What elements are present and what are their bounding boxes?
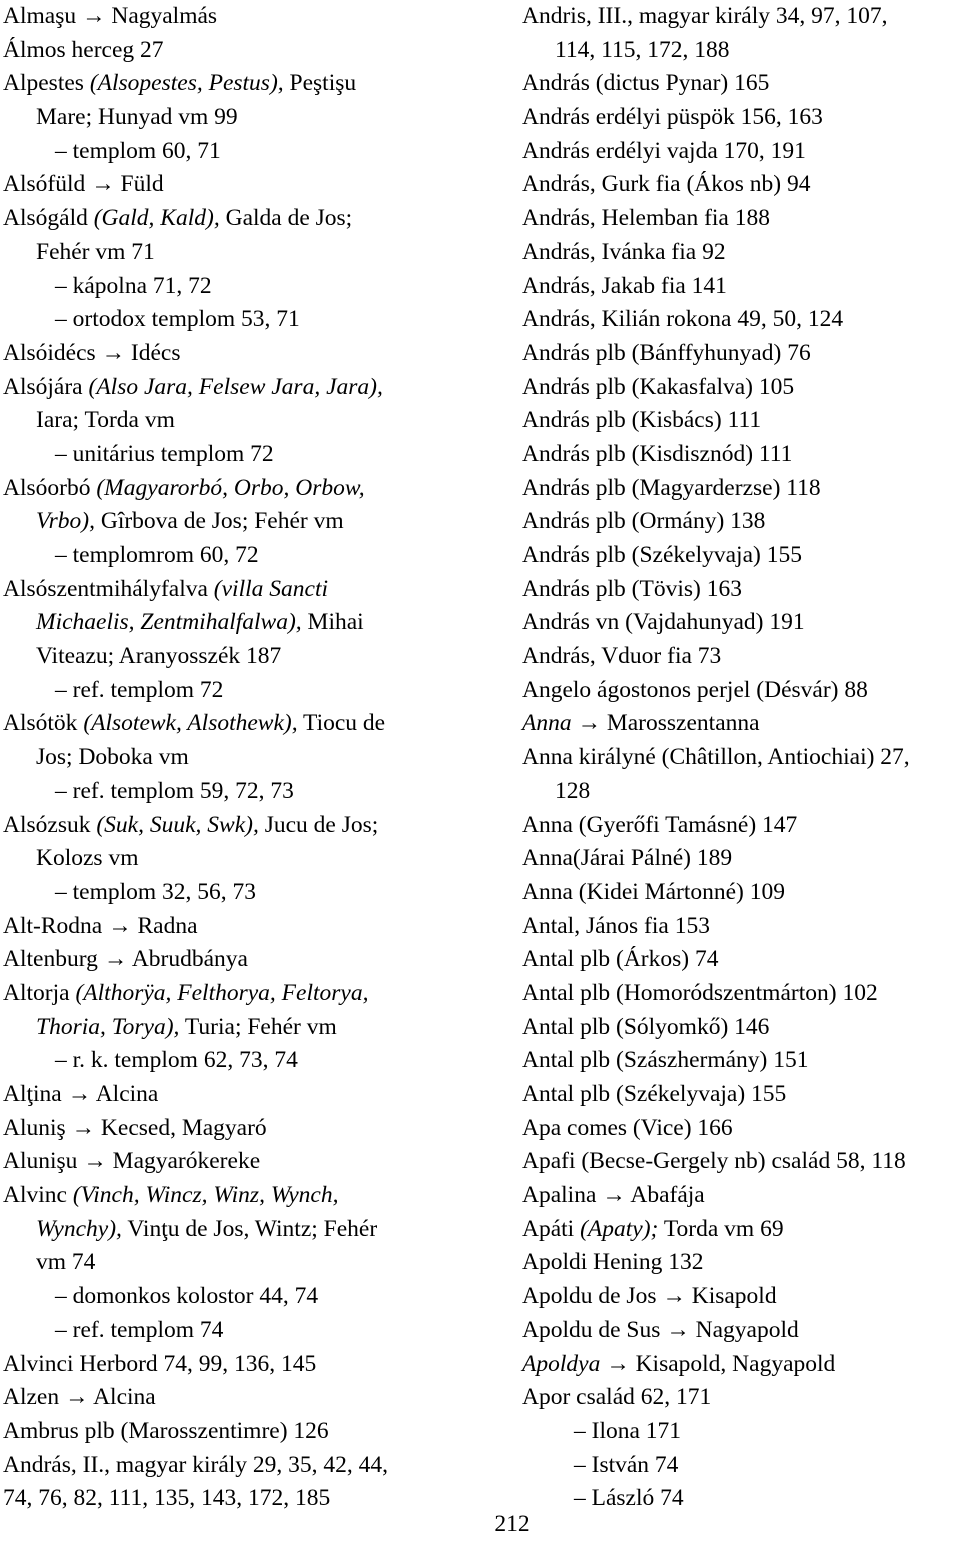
entry-text: Torda vm 69 — [658, 1215, 784, 1242]
index-entry-line — [3, 640, 473, 674]
index-entry-line — [3, 1078, 473, 1112]
index-entry-line — [522, 539, 958, 573]
entry-text: Turia; Fehér vm — [179, 1013, 337, 1040]
entry-text: Anna (Kidei Mártonné) 109 — [522, 878, 785, 905]
index-entry-line — [3, 674, 473, 708]
index-entry-line — [522, 1348, 958, 1382]
index-entry-line — [3, 34, 473, 68]
index-entry-line — [522, 67, 958, 101]
index-entry-line — [522, 1213, 958, 1247]
entry-text: – István 74 — [574, 1451, 679, 1478]
index-entry-line — [3, 270, 473, 304]
entry-text: András, II., magyar király 29, 35, 42, 44, — [3, 1451, 389, 1478]
entry-text: András, Kilián rokona 49, 50, 124 — [522, 306, 844, 333]
entry-text: András plb (Kakasfalva) 105 — [522, 373, 795, 400]
index-entry-line — [522, 34, 958, 68]
entry-text: András erdélyi vajda 170, 191 — [522, 137, 806, 164]
entry-text: András, Vduor fia 73 — [522, 643, 722, 670]
index-entry-line — [3, 1314, 473, 1348]
entry-variant-text: Michaelis, Zentmihalfalwa), — [36, 609, 302, 636]
entry-variant-text: (Apaty); — [580, 1215, 659, 1242]
page-number: 212 — [494, 1511, 530, 1537]
entry-text: Antal plb (Szászhermány) 151 — [522, 1047, 809, 1074]
entry-text: Apa comes (Vice) 166 — [522, 1114, 733, 1141]
entry-text: – ortodox templom 53, 71 — [55, 306, 300, 333]
entry-text: Alsótök — [3, 710, 84, 737]
entry-text: Alpestes — [3, 70, 90, 97]
entry-text: András plb (Magyarderzse) 118 — [522, 474, 821, 501]
entry-text: – Ilona 171 — [574, 1417, 682, 1444]
entry-text: – kápolna 71, 72 — [55, 272, 212, 299]
entry-text: Apalina → Abafája — [522, 1182, 705, 1209]
entry-text: Peştişu — [283, 70, 357, 97]
index-entry-line — [522, 202, 958, 236]
entry-variant-text: (Gald, Kald), — [93, 205, 220, 232]
index-entry-line — [3, 1112, 473, 1146]
entry-text: Alsóidécs → Idécs — [3, 339, 181, 366]
entry-text: András, Gurk fia (Ákos nb) 94 — [522, 171, 811, 198]
index-entry-line — [3, 236, 473, 270]
index-entry-line — [522, 1381, 958, 1415]
entry-text: András, Jakab fia 141 — [522, 272, 727, 299]
entry-text: András plb (Tövis) 163 — [522, 575, 742, 602]
entry-variant-text: (villa Sancti — [213, 575, 329, 602]
entry-variant-text: Anna — [522, 710, 572, 737]
index-entry-line — [522, 135, 958, 169]
index-entry-line — [3, 135, 473, 169]
index-entry-line — [522, 910, 958, 944]
entry-text: Antal plb (Árkos) 74 — [522, 946, 719, 973]
entry-text: Viteazu; Aranyosszék 187 — [36, 643, 282, 670]
index-entry-line — [3, 606, 473, 640]
entry-text: András, Helemban fia 188 — [522, 205, 770, 232]
index-entry-line — [3, 303, 473, 337]
index-entry-line — [522, 707, 958, 741]
entry-text: vm 74 — [36, 1249, 96, 1276]
entry-text: Mare; Hunyad vm 99 — [36, 104, 238, 131]
index-entry-line — [3, 910, 473, 944]
index-entry-line — [3, 842, 473, 876]
entry-text: Antal plb (Homoródszentmárton) 102 — [522, 979, 878, 1006]
entry-text: Apoldu de Sus → Nagyapold — [522, 1316, 799, 1343]
entry-text: – templomrom 60, 72 — [55, 542, 259, 568]
index-entry-line — [522, 977, 958, 1011]
entry-text: Altorja — [3, 979, 76, 1006]
index-entry-line — [522, 438, 958, 472]
index-entry-line — [3, 1348, 473, 1382]
index-entry-line — [522, 1179, 958, 1213]
entry-text: András erdélyi püspök 156, 163 — [522, 104, 823, 131]
index-entry-line — [522, 606, 958, 640]
entry-text: Anna(Járai Pálné) 189 — [522, 845, 733, 872]
index-entry-line — [522, 775, 958, 809]
entry-text: Fehér vm 71 — [36, 238, 155, 265]
entry-text: Mihai — [301, 609, 364, 636]
index-entry-line — [522, 303, 958, 337]
index-entry-line — [522, 876, 958, 910]
entry-text: Vinţu de Jos, Wintz; Fehér — [121, 1215, 378, 1242]
entry-text: – templom 60, 71 — [55, 137, 221, 164]
entry-text: Alsózsuk — [3, 811, 97, 838]
entry-text: Angelo ágostonos perjel (Désvár) 88 — [522, 676, 868, 703]
entry-text: – ref. templom 59, 72, 73 — [55, 777, 294, 804]
index-entry-line — [522, 809, 958, 843]
index-entry-line — [522, 1078, 958, 1112]
index-entry-line — [3, 1280, 473, 1314]
entry-text: Alsójára — [3, 373, 89, 400]
entry-variant-text: (Suk, Suuk, Swk), — [96, 811, 259, 838]
entry-text: Gîrbova de Jos; Fehér vm — [94, 508, 344, 535]
entry-variant-text: (Alsotewk, Alsothewk), — [83, 710, 298, 737]
entry-variant-text: (Also Jara, Felsew Jara, Jara), — [88, 373, 383, 400]
entry-text: Antal plb (Sólyomkő) 146 — [522, 1013, 770, 1040]
index-entry-line — [522, 1011, 958, 1045]
index-column-right — [522, 0, 958, 1516]
index-entry-line — [3, 539, 473, 573]
index-entry-line — [3, 1179, 473, 1213]
entry-text: András plb (Bánffyhunyad) 76 — [522, 339, 811, 366]
entry-text: – László 74 — [574, 1485, 684, 1512]
entry-text: Alzen → Alcina — [3, 1384, 156, 1411]
index-entry-line — [522, 1044, 958, 1078]
entry-text: Anna (Gyerőfi Tamásné) 147 — [522, 811, 798, 838]
index-entry-line — [3, 0, 473, 34]
entry-text: András plb (Kisbács) 111 — [522, 407, 762, 434]
entry-variant-text: (Alsopestes, Pestus), — [89, 70, 284, 97]
index-entry-line — [522, 404, 958, 438]
index-column-left — [3, 0, 473, 1516]
index-entry-line — [522, 1246, 958, 1280]
entry-text: Alt-Rodna → Radna — [3, 912, 198, 939]
entry-text: Galda de Jos; — [219, 205, 353, 232]
index-entry-line — [3, 505, 473, 539]
index-entry-line — [3, 1246, 473, 1280]
entry-text: Alţina → Alcina — [3, 1081, 159, 1107]
entry-text: Apafi (Becse-Gergely nb) család 58, 118 — [522, 1148, 906, 1175]
index-entry-line — [3, 775, 473, 809]
entry-text: – templom 32, 56, 73 — [55, 878, 257, 905]
index-entry-line — [522, 1314, 958, 1348]
index-entry-line — [522, 505, 958, 539]
index-entry-line — [522, 1280, 958, 1314]
entry-text: András plb (Kisdisznód) 111 — [522, 440, 793, 467]
index-entry-line — [3, 438, 473, 472]
entry-variant-text: Vrbo), — [36, 508, 95, 535]
entry-text: Antal plb (Székelyvaja) 155 — [522, 1081, 787, 1107]
index-entry-line — [3, 573, 473, 607]
index-entry-line — [522, 741, 958, 775]
index-entry-line — [3, 371, 473, 405]
index-entry-line — [522, 674, 958, 708]
entry-text: Antal, János fia 153 — [522, 912, 710, 939]
index-entry-line — [3, 1381, 473, 1415]
index-entry-line — [3, 876, 473, 910]
index-entry-line — [522, 842, 958, 876]
entry-text: András plb (Ormány) 138 — [522, 508, 766, 535]
entry-text: Apoldu de Jos → Kisapold — [522, 1283, 777, 1310]
index-entry-line — [522, 1145, 958, 1179]
entry-text: Aluniş → Kecsed, Magyaró — [3, 1114, 267, 1141]
entry-text: Altenburg → Abrudbánya — [3, 946, 248, 973]
entry-text: Iara; Torda vm — [36, 407, 175, 434]
entry-variant-text: Wynchy), — [36, 1215, 122, 1242]
index-entry-line — [3, 741, 473, 775]
index-entry-line — [522, 337, 958, 371]
entry-text: Álmos herceg 27 — [3, 36, 164, 63]
index-entry-line — [522, 236, 958, 270]
index-entry-line — [522, 943, 958, 977]
index-entry-line — [3, 472, 473, 506]
index-entry-line — [3, 1449, 473, 1483]
index-entry-line — [3, 1011, 473, 1045]
index-entry-line — [3, 1145, 473, 1179]
entry-text: Alunişu → Magyarókereke — [3, 1148, 261, 1175]
index-entry-line — [3, 943, 473, 977]
entry-text: Jucu de Jos; — [258, 811, 379, 838]
entry-text: Jos; Doboka vm — [36, 744, 189, 771]
entry-text: Kolozs vm — [36, 845, 139, 872]
entry-text: Alsófüld → Füld — [3, 171, 164, 198]
entry-variant-text: (Vinch, Wincz, Winz, Wynch, — [72, 1182, 339, 1209]
index-entry-line — [3, 977, 473, 1011]
entry-variant-text: (Althorÿa, Felthorya, Feltorya, — [75, 979, 369, 1006]
entry-text: András (dictus Pynar) 165 — [522, 70, 770, 97]
index-entry-line — [3, 809, 473, 843]
entry-text: Alvinci Herbord 74, 99, 136, 145 — [3, 1350, 317, 1377]
index-entry-line — [3, 168, 473, 202]
entry-text: Ambrus plb (Marosszentimre) 126 — [3, 1417, 329, 1444]
entry-text: – unitárius templom 72 — [55, 440, 274, 467]
index-entry-line — [3, 101, 473, 135]
entry-text: → Kisapold, Nagyapold — [600, 1350, 836, 1377]
index-entry-line — [522, 101, 958, 135]
index-entry-line — [522, 1112, 958, 1146]
entry-text: → Marosszentanna — [571, 710, 760, 737]
entry-text: Alsószentmihályfalva — [3, 575, 214, 602]
entry-text: Andris, III., magyar király 34, 97, 107, — [522, 3, 888, 29]
index-entry-line — [522, 1415, 958, 1449]
index-entry-line — [3, 707, 473, 741]
entry-text: – r. k. templom 62, 73, 74 — [55, 1047, 298, 1074]
entry-text: 114, 115, 172, 188 — [555, 36, 730, 63]
entry-text: Apáti — [522, 1215, 581, 1242]
entry-text: András vn (Vajdahunyad) 191 — [522, 609, 805, 636]
entry-variant-text: Thoria, Torya), — [36, 1013, 180, 1040]
index-entry-line — [522, 573, 958, 607]
page-number-row — [0, 1508, 960, 1541]
entry-text: – ref. templom 74 — [55, 1316, 224, 1343]
entry-text: Almaşu → Nagyalmás — [3, 3, 218, 29]
index-entry-line — [3, 202, 473, 236]
index-entry-line — [522, 168, 958, 202]
entry-text: Tiocu de — [297, 710, 386, 737]
entry-text: – ref. templom 72 — [55, 676, 224, 703]
entry-text: – domonkos kolostor 44, 74 — [55, 1283, 319, 1310]
entry-text: Alvinc — [3, 1182, 73, 1209]
entry-text: Apoldi Hening 132 — [522, 1249, 704, 1276]
entry-text: 128 — [555, 777, 591, 804]
entry-text: András plb (Székelyvaja) 155 — [522, 542, 802, 568]
index-entry-line — [3, 404, 473, 438]
index-entry-line — [3, 1213, 473, 1247]
entry-text: Anna királyné (Châtillon, Antiochiai) 27, — [522, 744, 910, 771]
index-entry-line — [522, 371, 958, 405]
index-entry-line — [522, 270, 958, 304]
index-entry-line — [522, 640, 958, 674]
index-entry-line — [3, 337, 473, 371]
entry-text: 74, 76, 82, 111, 135, 143, 172, 185 — [3, 1485, 331, 1512]
index-entry-line — [3, 1415, 473, 1449]
index-entry-line — [3, 67, 473, 101]
entry-variant-text: (Magyarorbó, Orbo, Orbow, — [96, 474, 365, 501]
entry-text: András, Ivánka fia 92 — [522, 238, 726, 265]
index-entry-line — [522, 1449, 958, 1483]
entry-text: Alsógáld — [3, 205, 94, 232]
entry-text: Alsóorbó — [3, 474, 97, 501]
index-entry-line — [3, 1044, 473, 1078]
index-entry-line — [522, 0, 958, 34]
index-entry-line — [522, 472, 958, 506]
entry-text: Apor család 62, 171 — [522, 1384, 712, 1411]
entry-variant-text: Apoldya — [522, 1350, 601, 1377]
